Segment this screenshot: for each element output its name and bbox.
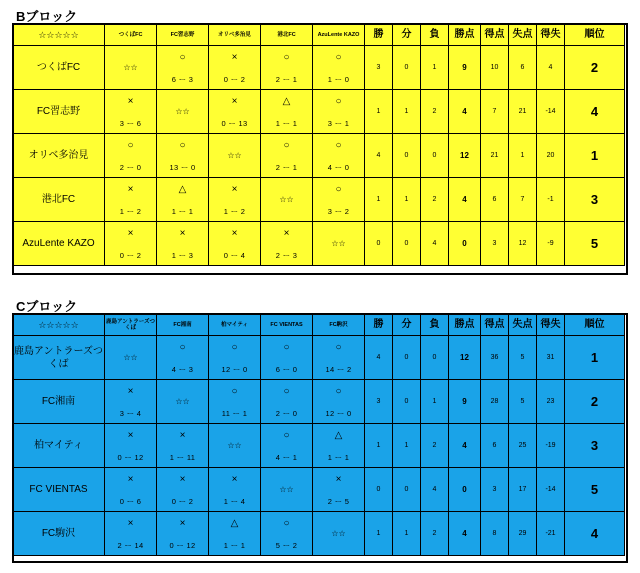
team-name: FC駒沢 <box>13 512 105 556</box>
match-score: 2 ー 0 <box>119 163 142 172</box>
match-score: 6 ー 0 <box>275 365 298 374</box>
match-result-cell <box>261 222 313 266</box>
stat-value: 28 <box>481 380 509 424</box>
match-result-cell <box>209 468 261 512</box>
stat-value: 20 <box>537 134 565 178</box>
team-name: オリベ多治見 <box>13 134 105 178</box>
match-score: 13 ー 0 <box>169 163 196 172</box>
stat-value: 0 <box>393 46 421 90</box>
match-result-cell <box>209 90 261 134</box>
result-symbol: × <box>127 474 134 485</box>
result-symbol: × <box>127 386 134 397</box>
stat-column-header: 失点 <box>509 315 537 336</box>
match-score: 1 ー 2 <box>119 207 142 216</box>
table-row <box>13 512 625 556</box>
result-symbol: × <box>231 184 238 195</box>
stat-value: 0 <box>365 468 393 512</box>
rank-value: 3 <box>565 178 625 222</box>
match-result-cell <box>157 178 209 222</box>
team-column-header: FC習志野 <box>157 25 209 46</box>
stat-value: 10 <box>481 46 509 90</box>
match-result-cell <box>209 178 261 222</box>
match-result-cell <box>313 336 365 380</box>
points-value: 4 <box>449 90 481 134</box>
match-result-cell <box>157 336 209 380</box>
match-score: 1 ー 4 <box>223 497 246 506</box>
match-score: 2 ー 1 <box>275 163 298 172</box>
stat-value: 31 <box>537 336 565 380</box>
result-symbol: ○ <box>179 140 186 151</box>
stat-value: 4 <box>421 468 449 512</box>
corner-header: ☆☆☆☆☆ <box>13 315 105 336</box>
stat-value: 4 <box>365 134 393 178</box>
result-symbol: × <box>179 474 186 485</box>
match-score: 2 ー 0 <box>275 409 298 418</box>
table-row <box>13 178 625 222</box>
stat-value: 0 <box>393 336 421 380</box>
match-result-cell <box>313 46 365 90</box>
stat-value: 1 <box>509 134 537 178</box>
team-name: 鹿島アントラーズつくば <box>13 336 105 380</box>
stat-value: 23 <box>537 380 565 424</box>
result-symbol: × <box>179 430 186 441</box>
stat-value: 1 <box>365 90 393 134</box>
stat-value: 2 <box>421 90 449 134</box>
block-b-table <box>12 24 625 266</box>
match-result-cell <box>313 424 365 468</box>
stat-value: 1 <box>393 424 421 468</box>
match-result-cell <box>261 512 313 556</box>
self-match-cell: ☆☆ <box>105 46 157 90</box>
stat-column-header: 勝 <box>365 315 393 336</box>
match-score: 0 ー 2 <box>119 251 142 260</box>
match-result-cell <box>261 134 313 178</box>
header-row <box>13 315 625 336</box>
self-match-cell: ☆☆ <box>157 380 209 424</box>
team-name: FC湘南 <box>13 380 105 424</box>
points-value: 4 <box>449 512 481 556</box>
team-column-header: AzuLente KAZO <box>313 25 365 46</box>
stat-value: 12 <box>509 222 537 266</box>
match-result-cell <box>105 134 157 178</box>
stat-value: 5 <box>509 380 537 424</box>
table-row <box>13 424 625 468</box>
table-row <box>13 336 625 380</box>
stat-column-header: 負 <box>421 315 449 336</box>
result-symbol: ○ <box>179 342 186 353</box>
team-column-header: 港北FC <box>261 25 313 46</box>
match-score: 4 ー 1 <box>275 453 298 462</box>
table-row <box>13 468 625 512</box>
stat-column-header: 得点 <box>481 315 509 336</box>
match-result-cell <box>105 512 157 556</box>
stat-value: 3 <box>481 222 509 266</box>
stat-value: 8 <box>481 512 509 556</box>
self-match-cell: ☆☆ <box>157 90 209 134</box>
match-score: 11 ー 1 <box>221 409 248 418</box>
result-symbol: ○ <box>335 184 342 195</box>
match-score: 2 ー 5 <box>327 497 350 506</box>
points-value: 12 <box>449 134 481 178</box>
stat-value: 0 <box>393 468 421 512</box>
team-name: AzuLente KAZO <box>13 222 105 266</box>
match-score: 0 ー 2 <box>171 497 194 506</box>
stat-column-header: 勝点 <box>449 25 481 46</box>
stat-value: 36 <box>481 336 509 380</box>
stat-value: 0 <box>393 222 421 266</box>
stat-value: 1 <box>393 512 421 556</box>
self-match-cell: ☆☆ <box>261 178 313 222</box>
result-symbol: ○ <box>335 140 342 151</box>
self-match-cell: ☆☆ <box>209 134 261 178</box>
result-symbol: △ <box>178 184 187 195</box>
stat-column-header: 得点 <box>481 25 509 46</box>
match-score: 2 ー 3 <box>275 251 298 260</box>
match-score: 1 ー 1 <box>171 207 194 216</box>
match-score: 4 ー 0 <box>327 163 350 172</box>
stat-value: 7 <box>509 178 537 222</box>
match-result-cell <box>157 468 209 512</box>
points-value: 0 <box>449 468 481 512</box>
result-symbol: × <box>231 52 238 63</box>
match-score: 0 ー 12 <box>169 541 196 550</box>
match-score: 3 ー 2 <box>327 207 350 216</box>
rank-value: 4 <box>565 512 625 556</box>
match-score: 1 ー 11 <box>169 453 196 462</box>
stat-value: 1 <box>365 178 393 222</box>
result-symbol: × <box>127 430 134 441</box>
result-symbol: ○ <box>283 386 290 397</box>
stat-value: 6 <box>481 178 509 222</box>
result-symbol: × <box>127 184 134 195</box>
match-score: 0 ー 4 <box>223 251 246 260</box>
result-symbol: ○ <box>283 140 290 151</box>
result-symbol: ○ <box>231 342 238 353</box>
stat-value: 21 <box>481 134 509 178</box>
stat-value: -1 <box>537 178 565 222</box>
result-symbol: △ <box>334 430 343 441</box>
stat-value: 2 <box>421 424 449 468</box>
stat-value: 25 <box>509 424 537 468</box>
team-column-header: FC駒沢 <box>313 315 365 336</box>
match-result-cell <box>313 468 365 512</box>
stat-column-header: 失点 <box>509 25 537 46</box>
stat-value: 3 <box>365 380 393 424</box>
stat-column-header: 分 <box>393 315 421 336</box>
stat-value: 29 <box>509 512 537 556</box>
result-symbol: ○ <box>283 52 290 63</box>
stat-column-header: 勝 <box>365 25 393 46</box>
result-symbol: ○ <box>179 52 186 63</box>
table-row <box>13 90 625 134</box>
self-match-cell: ☆☆ <box>313 512 365 556</box>
points-value: 4 <box>449 178 481 222</box>
stat-value: 0 <box>393 380 421 424</box>
table-row <box>13 380 625 424</box>
corner-header: ☆☆☆☆☆ <box>13 25 105 46</box>
self-match-cell: ☆☆ <box>313 222 365 266</box>
result-symbol: × <box>283 228 290 239</box>
match-result-cell <box>209 512 261 556</box>
result-symbol: ○ <box>335 52 342 63</box>
stat-value: 7 <box>481 90 509 134</box>
result-symbol: × <box>179 518 186 529</box>
table-row <box>13 134 625 178</box>
match-result-cell <box>105 424 157 468</box>
rank-value: 5 <box>565 468 625 512</box>
stat-value: 1 <box>393 90 421 134</box>
result-symbol: ○ <box>127 140 134 151</box>
match-score: 6 ー 3 <box>171 75 194 84</box>
match-score: 3 ー 4 <box>119 409 142 418</box>
match-result-cell <box>157 134 209 178</box>
match-result-cell <box>261 336 313 380</box>
team-column-header: 鹿島アントラーズつくば <box>105 315 157 336</box>
match-result-cell <box>105 380 157 424</box>
result-symbol: ○ <box>283 518 290 529</box>
stat-column-header: 負 <box>421 25 449 46</box>
rank-value: 2 <box>565 46 625 90</box>
team-name: FC VIENTAS <box>13 468 105 512</box>
stat-value: -21 <box>537 512 565 556</box>
match-score: 1 ー 3 <box>171 251 194 260</box>
match-score: 14 ー 2 <box>325 365 352 374</box>
result-symbol: × <box>127 96 134 107</box>
stat-value: 2 <box>421 512 449 556</box>
match-score: 1 ー 1 <box>327 453 350 462</box>
stat-value: 4 <box>365 336 393 380</box>
match-result-cell <box>157 46 209 90</box>
stat-value: 4 <box>421 222 449 266</box>
match-result-cell <box>209 336 261 380</box>
stat-value: 3 <box>481 468 509 512</box>
stat-value: 1 <box>365 512 393 556</box>
points-value: 4 <box>449 424 481 468</box>
team-name: 柏マイティ <box>13 424 105 468</box>
result-symbol: × <box>231 228 238 239</box>
match-result-cell <box>313 178 365 222</box>
result-symbol: × <box>231 96 238 107</box>
result-symbol: × <box>127 228 134 239</box>
stat-value: 1 <box>421 46 449 90</box>
match-result-cell <box>105 178 157 222</box>
stat-value: 0 <box>421 134 449 178</box>
stat-value: 0 <box>365 222 393 266</box>
table-row <box>13 46 625 90</box>
match-score: 0 ー 2 <box>223 75 246 84</box>
match-score: 2 ー 14 <box>117 541 144 550</box>
match-score: 12 ー 0 <box>325 409 352 418</box>
match-score: 3 ー 1 <box>327 119 350 128</box>
match-score: 1 ー 2 <box>223 207 246 216</box>
result-symbol: △ <box>282 96 291 107</box>
match-score: 3 ー 6 <box>119 119 142 128</box>
match-result-cell <box>261 424 313 468</box>
result-symbol: ○ <box>335 386 342 397</box>
match-result-cell <box>313 134 365 178</box>
stat-value: 1 <box>365 424 393 468</box>
stat-value: -14 <box>537 468 565 512</box>
stat-value: 1 <box>421 380 449 424</box>
stat-column-header: 分 <box>393 25 421 46</box>
self-match-cell: ☆☆ <box>105 336 157 380</box>
match-result-cell <box>313 380 365 424</box>
header-row <box>13 25 625 46</box>
rank-value: 1 <box>565 336 625 380</box>
stat-column-header: 順位 <box>565 315 625 336</box>
stat-column-header: 得失 <box>537 25 565 46</box>
result-symbol: ○ <box>231 386 238 397</box>
stat-value: 1 <box>393 178 421 222</box>
match-result-cell <box>209 380 261 424</box>
match-result-cell <box>209 46 261 90</box>
result-symbol: × <box>231 474 238 485</box>
stat-value: 2 <box>421 178 449 222</box>
stat-value: 6 <box>481 424 509 468</box>
result-symbol: × <box>335 474 342 485</box>
match-result-cell <box>105 90 157 134</box>
self-match-cell: ☆☆ <box>261 468 313 512</box>
stat-value: 21 <box>509 90 537 134</box>
team-column-header: 柏マイティ <box>209 315 261 336</box>
table-row <box>13 222 625 266</box>
match-result-cell <box>261 46 313 90</box>
block-b-title: Bブロック <box>16 9 78 24</box>
team-column-header: FC VIENTAS <box>261 315 313 336</box>
match-result-cell <box>261 380 313 424</box>
match-score: 5 ー 2 <box>275 541 298 550</box>
points-value: 0 <box>449 222 481 266</box>
result-symbol: ○ <box>283 342 290 353</box>
result-symbol: × <box>179 228 186 239</box>
match-result-cell <box>157 424 209 468</box>
points-value: 12 <box>449 336 481 380</box>
points-value: 9 <box>449 380 481 424</box>
match-score: 12 ー 0 <box>221 365 248 374</box>
rank-value: 1 <box>565 134 625 178</box>
stat-value: 0 <box>393 134 421 178</box>
result-symbol: △ <box>230 518 239 529</box>
stat-value: 0 <box>421 336 449 380</box>
rank-value: 5 <box>565 222 625 266</box>
stat-value: -14 <box>537 90 565 134</box>
stat-value: -9 <box>537 222 565 266</box>
match-score: 2 ー 1 <box>275 75 298 84</box>
match-result-cell <box>157 222 209 266</box>
block-c-title: Cブロック <box>16 299 78 314</box>
stat-value: -19 <box>537 424 565 468</box>
match-result-cell <box>209 222 261 266</box>
stat-column-header: 勝点 <box>449 315 481 336</box>
team-column-header: オリベ多治見 <box>209 25 261 46</box>
match-score: 0 ー 13 <box>221 119 248 128</box>
self-match-cell: ☆☆ <box>209 424 261 468</box>
result-symbol: ○ <box>335 342 342 353</box>
team-column-header: FC湘南 <box>157 315 209 336</box>
team-column-header: つくばFC <box>105 25 157 46</box>
rank-value: 2 <box>565 380 625 424</box>
match-result-cell <box>313 90 365 134</box>
stat-value: 3 <box>365 46 393 90</box>
stat-value: 4 <box>537 46 565 90</box>
team-name: 港北FC <box>13 178 105 222</box>
match-score: 4 ー 3 <box>171 365 194 374</box>
match-score: 1 ー 1 <box>275 119 298 128</box>
result-symbol: ○ <box>335 96 342 107</box>
rank-value: 3 <box>565 424 625 468</box>
match-result-cell <box>105 468 157 512</box>
match-score: 1 ー 0 <box>327 75 350 84</box>
match-result-cell <box>105 222 157 266</box>
result-symbol: ○ <box>283 430 290 441</box>
team-name: つくばFC <box>13 46 105 90</box>
match-result-cell <box>261 90 313 134</box>
block-c-table <box>12 314 625 556</box>
match-score: 0 ー 12 <box>117 453 144 462</box>
stat-value: 5 <box>509 336 537 380</box>
stat-column-header: 順位 <box>565 25 625 46</box>
stat-value: 17 <box>509 468 537 512</box>
points-value: 9 <box>449 46 481 90</box>
match-score: 0 ー 6 <box>119 497 142 506</box>
stat-value: 6 <box>509 46 537 90</box>
rank-value: 4 <box>565 90 625 134</box>
match-result-cell <box>157 512 209 556</box>
stat-column-header: 得失 <box>537 315 565 336</box>
match-score: 1 ー 1 <box>223 541 246 550</box>
result-symbol: × <box>127 518 134 529</box>
team-name: FC習志野 <box>13 90 105 134</box>
